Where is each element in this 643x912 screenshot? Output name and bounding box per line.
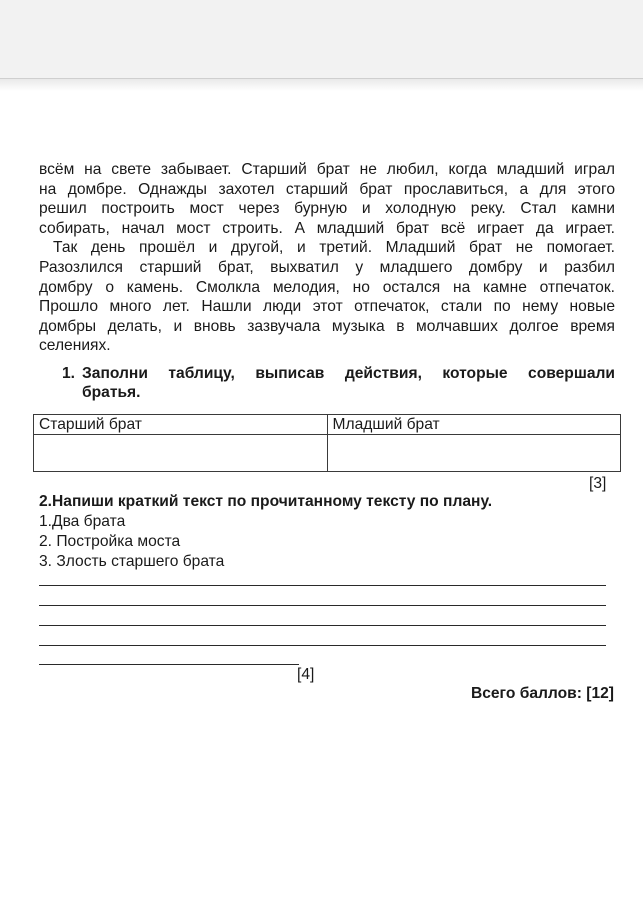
- passage-line: Прошло много лет. Нашли люди этот отпечаток, стали по нему новые: [39, 298, 615, 316]
- column-header-older-brother: Старший брат: [34, 415, 328, 435]
- passage-line: Разозлился старший брат, выхватил у младшего домбру и разбил: [39, 258, 615, 276]
- page-top-band: [0, 0, 643, 79]
- answer-writing-line[interactable]: [39, 625, 606, 626]
- task-2-heading: 2.Напиши краткий текст по прочитанному тексту по плану.: [39, 493, 493, 510]
- page-edge-shadow: [0, 79, 643, 91]
- task-1-points: [3]: [589, 475, 607, 492]
- plan-item: 3. Злость старшего брата: [39, 553, 225, 570]
- passage-line: собирать, начал мост строить. А младший брат всё играет да играет.: [39, 219, 615, 237]
- task-1-heading: [62, 364, 615, 402]
- plan-item: 2. Постройка моста: [39, 533, 181, 550]
- passage-line: на домбре. Однажды захотел старший брат прославиться, а для этого: [39, 180, 615, 198]
- answer-writing-line[interactable]: [39, 664, 299, 665]
- passage-line: домбру о камень. Смолкла мелодия, но остался на камне отпечаток.: [39, 278, 615, 296]
- reading-passage: [39, 160, 615, 356]
- answer-writing-line[interactable]: [39, 645, 606, 646]
- task-1-number: 1.: [62, 365, 76, 382]
- passage-line: селениях.: [39, 337, 111, 355]
- answer-cell-younger-brother[interactable]: [327, 435, 621, 472]
- task-1-text-line1: Заполни таблицу, выписав действия, которые совершали: [82, 365, 615, 382]
- task-2-plan: [39, 512, 224, 572]
- plan-item: 1.Два брата: [39, 513, 126, 530]
- answer-writing-line[interactable]: [39, 605, 606, 606]
- column-header-younger-brother: Младший брат: [327, 415, 621, 435]
- passage-line: всём на свете забывает. Старший брат не любил, когда младший играл: [39, 161, 615, 178]
- task-1-text-line2: братья.: [82, 384, 141, 401]
- answer-writing-line[interactable]: [39, 585, 606, 586]
- passage-line: домбры делать, и вновь зазвучала музыка в молчавших долгое время: [39, 317, 615, 335]
- passage-line: Так день прошёл и другой, и третий. Младший брат не помогает.: [53, 239, 615, 257]
- passage-line: решил построить мост через бурную и холодную реку. Стал камни: [39, 200, 615, 218]
- task-2-points: [4]: [297, 666, 315, 683]
- total-score: Всего баллов: [12]: [470, 685, 614, 702]
- answer-table: [33, 414, 621, 472]
- answer-cell-older-brother[interactable]: [34, 435, 328, 472]
